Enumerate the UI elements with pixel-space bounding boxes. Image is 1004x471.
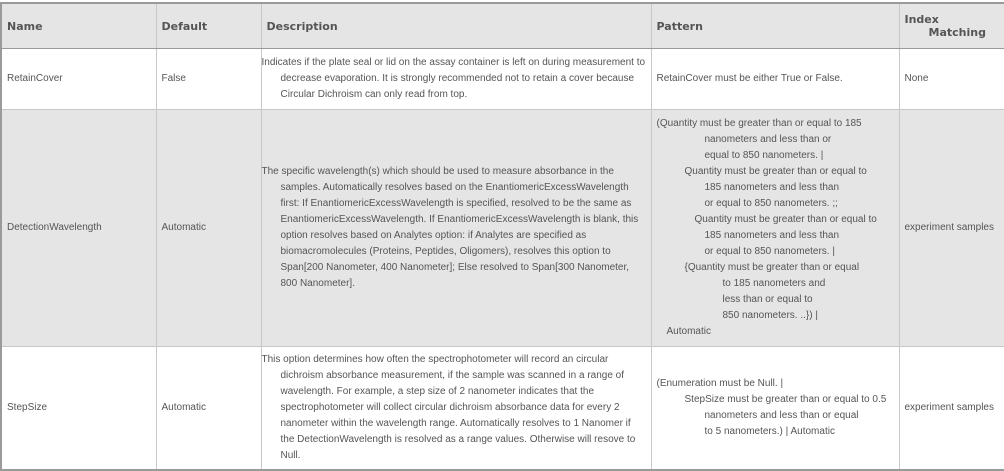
cell-pattern: RetainCover must be either True or False. — [651, 49, 899, 110]
cell-name: RetainCover — [1, 49, 156, 110]
pattern-line: to 185 nanometers and — [722, 278, 826, 289]
cell-pattern — [651, 347, 899, 471]
pattern-line: or equal to 850 nanometers. ;; — [704, 198, 838, 209]
pattern-line: Quantity must be greater than or equal to — [684, 166, 867, 177]
table-row — [1, 49, 1004, 110]
header-pattern: Pattern — [651, 3, 899, 49]
pattern-line: nanometers and less than or — [704, 134, 832, 145]
cell-index-matching: experiment samples — [899, 347, 1004, 471]
cell-description: Indicates if the plate seal or lid on the assay container is left on during measurement to decrease evaporation. It is strongly recommended not to retain a cover because Circular Dichroism can only read from top. — [261, 49, 651, 110]
cell-pattern — [651, 110, 899, 347]
cell-default: Automatic — [156, 110, 261, 347]
pattern-line: 185 nanometers and less than — [704, 230, 840, 241]
table-row — [1, 110, 1004, 347]
cell-default: False — [156, 49, 261, 110]
header-index-matching-line2: Matching — [928, 26, 986, 39]
cell-index-matching: None — [899, 49, 1004, 110]
pattern-line: {Quantity must be greater than or equal — [684, 262, 860, 273]
cell-index-matching: experiment samples — [899, 110, 1004, 347]
pattern-line: 185 nanometers and less than — [704, 182, 840, 193]
pattern-line: or equal to 850 nanometers. | — [704, 246, 835, 257]
header-description: Description — [261, 3, 651, 49]
header-index-matching — [899, 3, 1004, 49]
pattern-line: equal to 850 nanometers. | — [704, 150, 824, 161]
cell-default: Automatic — [156, 347, 261, 471]
cell-description: This option determines how often the spectrophotometer will record an circular dichroism absorbance measurement, if the sample was scanned in a range of wavelength. For example, a step size of 2 nanometer indicates that the spectrophotometer will collect circular dichroism absorbance data for every 2 nanometer within the wavelength range. Automatically resolves to 1 Nanomer if the DetectionWavelength is resolved as a range values. Otherwise will resove to Null. — [261, 347, 651, 471]
pattern-line: (Enumeration must be Null. | — [656, 378, 784, 389]
pattern-line: StepSize must be greater than or equal to 0.5 — [684, 394, 887, 405]
header-index-matching-line1: Index — [904, 13, 939, 26]
options-table — [0, 2, 1004, 471]
header-name: Name — [1, 3, 156, 49]
pattern-line: Automatic — [666, 326, 711, 337]
pattern-line: Quantity must be greater than or equal to — [694, 214, 877, 225]
pattern-line: 850 nanometers. ..}) | — [722, 310, 818, 321]
cell-name: StepSize — [1, 347, 156, 471]
pattern-line: (Quantity must be greater than or equal to 185 — [656, 118, 862, 129]
table-row — [1, 347, 1004, 471]
pattern-line: nanometers and less than or equal — [704, 410, 859, 421]
header-default: Default — [156, 3, 261, 49]
pattern-line: to 5 nanometers.) | Automatic — [704, 426, 835, 437]
header-row — [1, 3, 1004, 49]
cell-name: DetectionWavelength — [1, 110, 156, 347]
cell-description: The specific wavelength(s) which should be used to measure absorbance in the samples. Automatically resolves based on the EnantiomericExcessWavelength first: If EnantiomericExcessWavelength is specified, resolved to be the same as EnantiomericExcessWavelength. If EnantiomericExcessWavelength is blank, this option resolves based on Analytes option: if Analytes are specified as biomacromolecules (Proteins, Peptides, Oligomers), resolves this option to Span[200 Nanometer, 400 Nanometer]; Else resolved to Span[300 Nanometer, 800 Nanometer]. — [261, 110, 651, 347]
pattern-line: less than or equal to — [722, 294, 813, 305]
